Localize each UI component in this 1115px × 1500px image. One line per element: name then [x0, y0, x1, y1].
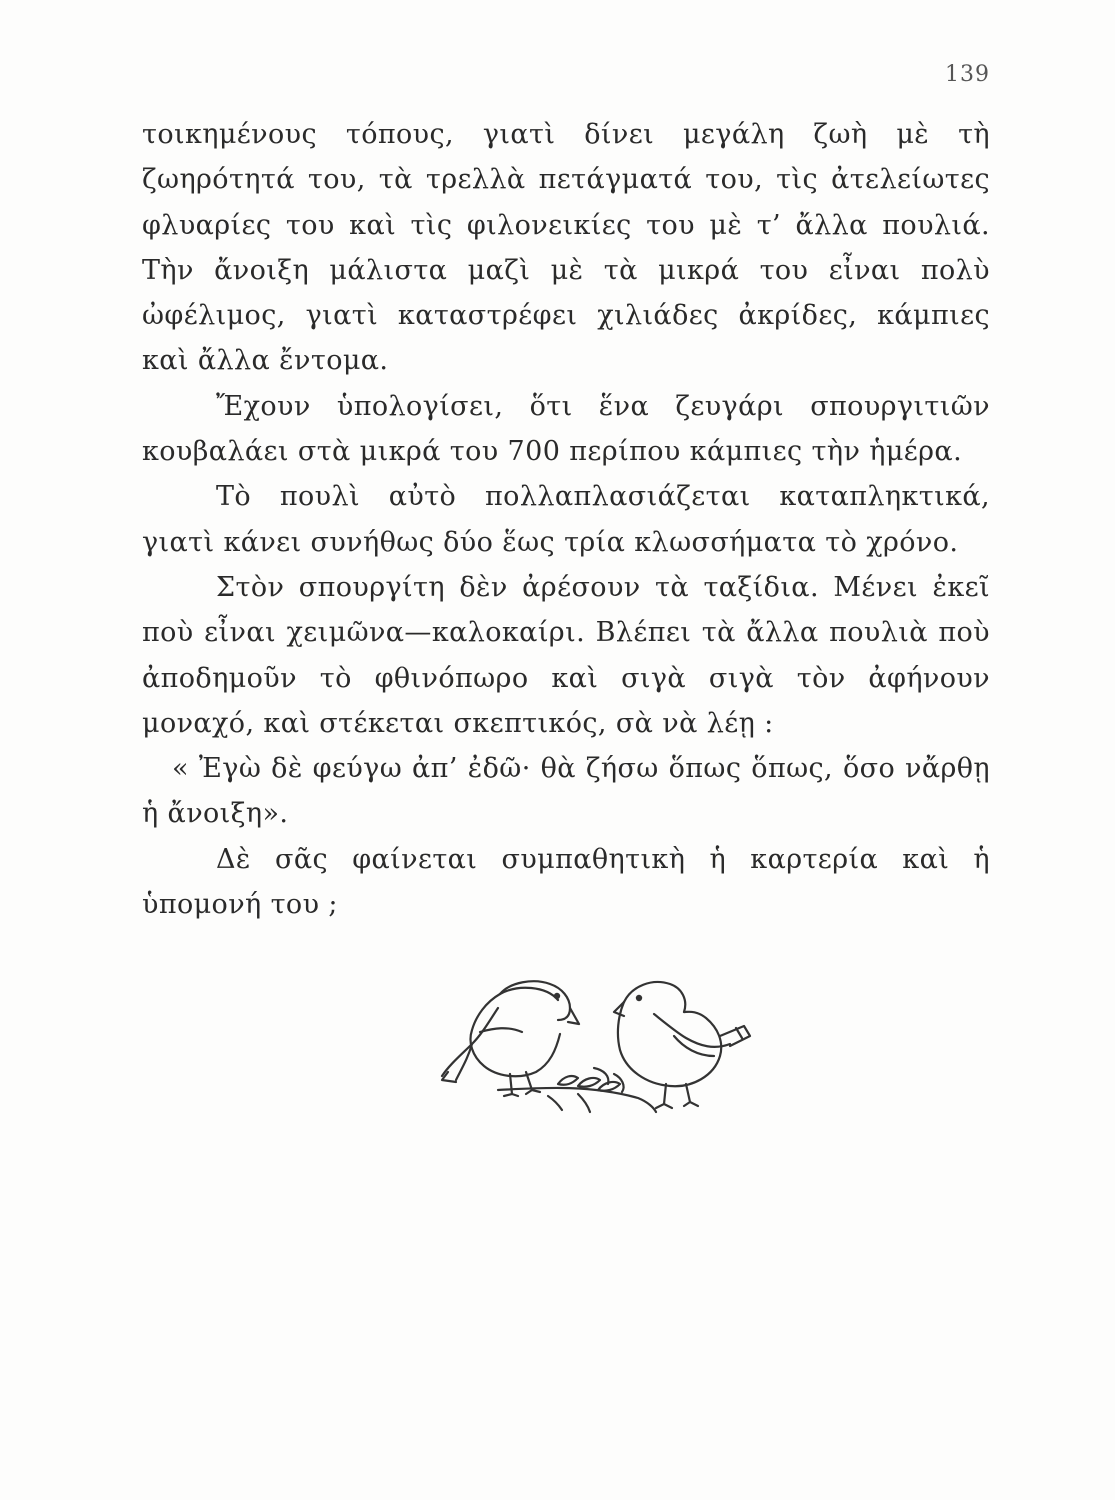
- paragraph: Τὸ πουλὶ αὐτὸ πολλαπλασιάζεται καταπληκτικά, γιατὶ κάνει συνήθως δύο ἕως τρία κλωσσήματα τὸ χρόνο.: [142, 481, 990, 558]
- twig: [498, 1068, 656, 1112]
- left-sparrow: [442, 981, 579, 1096]
- sparrows-illustration: [438, 972, 768, 1122]
- sparrows-drawing: [438, 972, 768, 1122]
- paragraph: Δὲ σᾶς φαίνεται συμπαθητικὴ ἡ καρτερία καὶ ἡ ὑπομονή του ;: [142, 843, 990, 921]
- paragraph: τοικημένους τόπους, γιατὶ δίνει μεγάλη ζωὴ μὲ τὴ ζωηρότητά του, τὰ τρελλὰ πετάγματά του, τὶς ἀτελείωτες φλυαρίες του καὶ τὶς φιλονεικίες του μὲ τ’ ἄλλα πουλιά. Τὴν ἄνοιξη μάλιστα μαζὶ μὲ τὰ μικρά του εἶναι πολὺ ὠφέλιμος, γιατὶ καταστρέφει χιλιάδες ἀκρίδες, κάμπιες καὶ ἄλλα ἔντομα.: [142, 119, 990, 377]
- paragraph: Ἔχουν ὑπολογίσει, ὅτι ἕνα ζευγάρι σπουργιτιῶν κουβαλάει στὰ μικρά του 700 περίπου κάμπιες τὴν ἡμέρα.: [142, 390, 990, 468]
- right-sparrow: [614, 982, 750, 1108]
- quote-paragraph: « Ἐγὼ δὲ φεύγω ἀπ’ ἐδῶ· θὰ ζήσω ὅπως ὅπως, ὅσο νἄρθῃ ἡ ἄνοιξη».: [142, 753, 990, 830]
- body-text: [142, 112, 990, 927]
- paragraph: Στὸν σπουργίτη δὲν ἀρέσουν τὰ ταξίδια. Μένει ἐκεῖ ποὺ εἶναι χειμῶνα—καλοκαίρι. Βλέπει τὰ ἄλλα πουλιὰ ποὺ ἀποδημοῦν τὸ φθινόπωρο καὶ σιγὰ σιγὰ τὸν ἀφήνουν μοναχό, καὶ στέκεται σκεπτικός, σὰ νὰ λέῃ :: [142, 571, 990, 739]
- page-number: 139: [945, 62, 990, 87]
